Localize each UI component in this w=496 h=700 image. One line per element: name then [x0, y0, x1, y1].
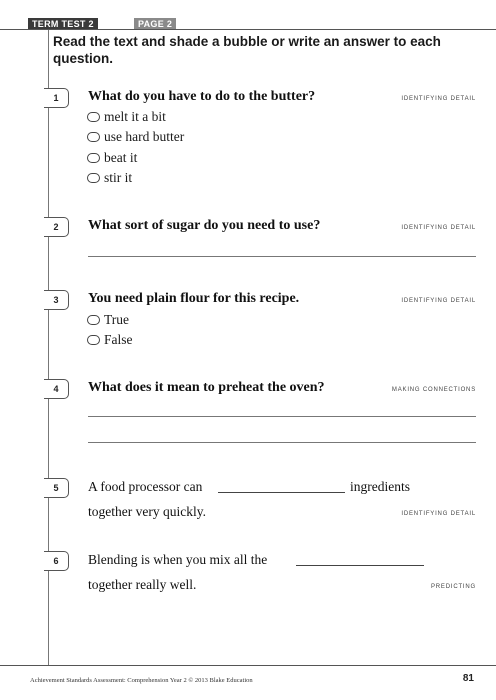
page-number: 81 — [462, 673, 474, 684]
skill-label: IDENTIFYING DETAIL — [401, 96, 476, 102]
skill-label: PREDICTING — [430, 584, 476, 590]
bubble-icon[interactable] — [87, 173, 100, 183]
skill-label: IDENTIFYING DETAIL — [401, 298, 476, 304]
question-number: 2 — [44, 217, 69, 237]
bubble-icon[interactable] — [87, 132, 100, 142]
answer-option[interactable] — [87, 128, 184, 146]
question-number: 3 — [44, 290, 69, 310]
answer-line[interactable] — [88, 442, 476, 443]
question-text-continued: together really well. — [88, 577, 197, 592]
question-text: You need plain flour for this recipe. — [88, 291, 300, 306]
question-text: What does it mean to preheat the oven? — [88, 380, 325, 395]
question-text-after: ingredients — [350, 479, 410, 494]
question-text-continued: together very quickly. — [88, 504, 206, 519]
question-text: What do you have to do to the butter? — [88, 89, 316, 104]
skill-label: MAKING CONNECTIONS — [391, 387, 476, 393]
option-label: beat it — [104, 150, 138, 165]
question-number: 6 — [44, 551, 69, 571]
page-tab: PAGE 2 — [134, 18, 176, 30]
answer-option[interactable] — [87, 311, 129, 329]
answer-option[interactable] — [87, 169, 132, 187]
answer-option[interactable] — [87, 331, 133, 349]
question-text: What sort of sugar do you need to use? — [88, 218, 321, 233]
option-label: use hard butter — [104, 129, 185, 144]
answer-option[interactable] — [87, 108, 166, 126]
option-label: stir it — [104, 170, 133, 185]
bubble-icon[interactable] — [87, 315, 100, 325]
question-text-before: Blending is when you mix all the — [88, 552, 268, 567]
answer-line[interactable] — [88, 256, 476, 257]
bubble-icon[interactable] — [87, 335, 100, 345]
header-divider — [0, 29, 496, 30]
option-label: melt it a bit — [104, 109, 166, 124]
question-number: 1 — [44, 88, 69, 108]
option-label: True — [104, 312, 130, 327]
footer-credit: Achievement Standards Assessment: Comprehension Year 2 © 2013 Blake Education — [30, 677, 253, 684]
term-test-tab: TERM TEST 2 — [28, 18, 98, 30]
bubble-icon[interactable] — [87, 112, 100, 122]
answer-line[interactable] — [88, 416, 476, 417]
instructions: Read the text and shade a bubble or write an answer to each question. — [53, 34, 441, 66]
skill-label: IDENTIFYING DETAIL — [401, 225, 476, 231]
fill-in-blank[interactable] — [218, 492, 345, 493]
question-number: 4 — [44, 379, 69, 399]
fill-in-blank[interactable] — [296, 565, 424, 566]
option-label: False — [104, 332, 133, 347]
question-number: 5 — [44, 478, 69, 498]
question-text-before: A food processor can — [88, 479, 203, 494]
footer-divider — [0, 665, 496, 666]
bubble-icon[interactable] — [87, 153, 100, 163]
skill-label: IDENTIFYING DETAIL — [401, 511, 476, 517]
answer-option[interactable] — [87, 149, 137, 167]
